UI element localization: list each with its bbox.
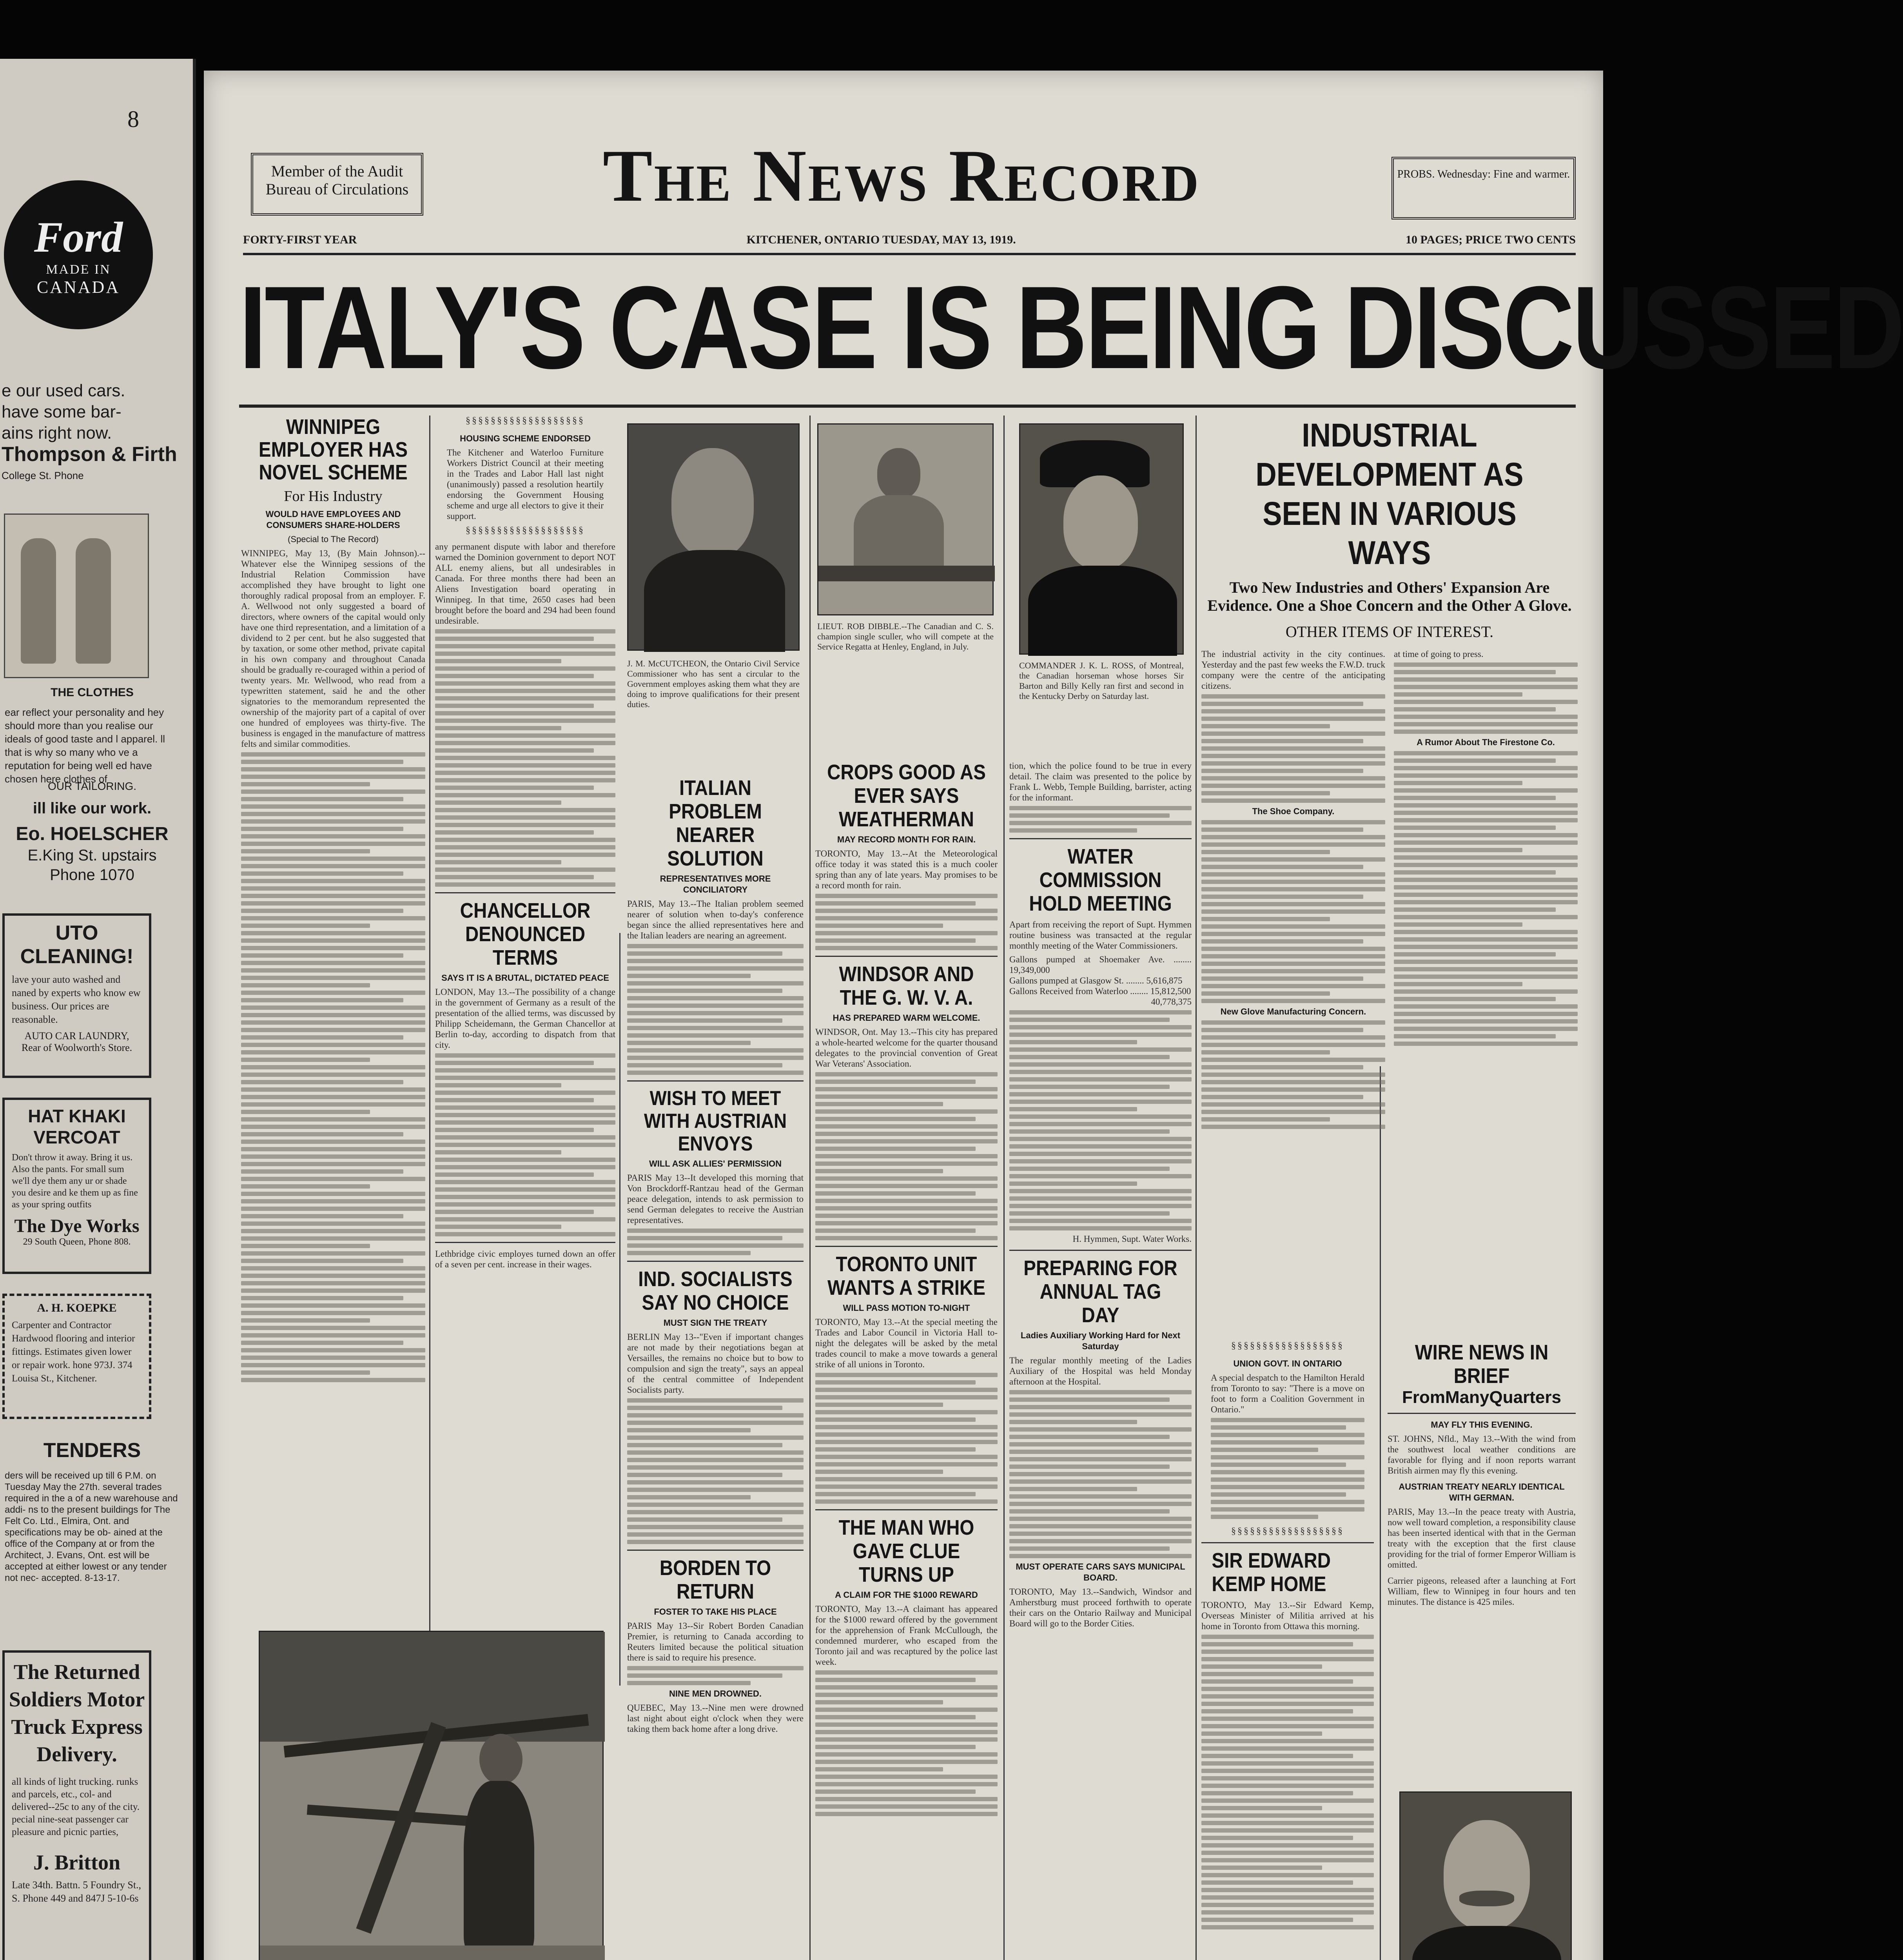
ad-line: ains right now. bbox=[2, 423, 112, 443]
rumor-head: A Rumor About The Firestone Co. bbox=[1417, 737, 1555, 747]
khaki-title: HAT KHAKI VERCOAT bbox=[28, 1106, 126, 1147]
ford-logo bbox=[4, 180, 153, 329]
subdeck-austrian: WILL ASK ALLIES' PERMISSION bbox=[649, 1159, 782, 1169]
water-waterloo: Gallons Received from Waterloo ........ 15,812,500 bbox=[1009, 986, 1191, 996]
dateline-bar bbox=[243, 233, 1576, 255]
khaki-copy: Don't throw it away. Bring it us. Also the pants. For small sum we'll dye them any ur or shade you desire and ke them up as fine as your spring outfits bbox=[12, 1152, 138, 1210]
column-6 bbox=[1201, 416, 1578, 1132]
ad-firm: Thompson & Firth bbox=[2, 443, 177, 466]
column-rule bbox=[1380, 1066, 1381, 1960]
union-govt-section bbox=[1201, 1341, 1374, 1933]
koepke-ad bbox=[2, 1294, 151, 1419]
headline-wire-news: WIRE NEWS IN BRIEF bbox=[1415, 1341, 1549, 1388]
headline-tag-day: PREPARING FOR ANNUAL TAG DAY bbox=[1023, 1256, 1177, 1327]
weather-box: PROBS. Wednesday: Fine and warmer. bbox=[1391, 157, 1576, 220]
water-glasgow: Gallons pumped at Glasgow St. ........ 5,616,875 bbox=[1009, 976, 1183, 985]
headline-winnipeg: WINNIPEG EMPLOYER HAS NOVEL SCHEME bbox=[258, 415, 408, 484]
story-winnipeg-continued bbox=[241, 752, 425, 1382]
story-clue: TORONTO, May 13.--A claimant has appeared for the $1000 reward offered by the government for the apprehension of Frank McCullough, the condemned murderer, who escaped from the Toronto jail and was recaptured by the police last week. bbox=[815, 1604, 998, 1667]
byline-winnipeg: (Special to The Record) bbox=[288, 534, 379, 544]
union-title: UNION GOVT. IN ONTARIO bbox=[1233, 1359, 1342, 1368]
subdeck-toronto-unit: WILL PASS MOTION TO-NIGHT bbox=[843, 1303, 970, 1313]
caption-ross: COMMANDER J. K. L. ROSS, of Montreal, the Canadian horseman whose horses Sir Barton and Billy Kelly ran first and second in the Kentucky Derby on Saturday last. bbox=[1019, 661, 1184, 701]
story-kemp: TORONTO, May 13.--Sir Edward Kemp, Overseas Minister of Militia arrived at his home in Toronto from Ottawa this morning. bbox=[1201, 1600, 1374, 1631]
story-water-continued bbox=[1009, 1010, 1192, 1230]
wire-item1-head: MAY FLY THIS EVENING. bbox=[1431, 1420, 1533, 1430]
story-socialists: BERLIN May 13--"Even if important changes are not made by their negotiations began at Versailles, the remains no choice but to bow to compulsion and sign the treaty", says an appeal of the central committee of Independent Socialists party. bbox=[627, 1332, 804, 1395]
subdeck-borden: FOSTER TO TAKE HIS PLACE bbox=[654, 1607, 777, 1617]
hoelscher-address: E.King St. upstairs bbox=[27, 847, 157, 864]
wire-item2-head: AUSTRIAN TREATY NEARLY IDENTICAL WITH GERMAN. bbox=[1399, 1482, 1565, 1503]
dye-works: The Dye Works bbox=[14, 1216, 140, 1236]
tenders-copy: ders will be received up till 6 P.M. on Tuesday May the 27th. several trades required in the a of a new warehouse and addi- ns to the present buildings for The Felt Co. Ltd., Elmira, Ont. and specifications may be ob- ained at the office of the Company at or from the Architect, J. Evans, Ont. est will be accepted at either lowest or any tender not nec- accepted. 8-13-17. bbox=[5, 1470, 178, 1583]
lethbridge-item: Lethbridge civic employes turned down an offer of a seven per cent. increase in their wages. bbox=[435, 1249, 615, 1269]
housing-body: The Kitchener and Waterloo Furniture Workers District Council at their meeting in the Trades and Labor Hall last night (unanimously) passed a resolution heartily endorsing the Government Housing scheme and urge all electors to give it their support. bbox=[447, 448, 604, 521]
headline-kemp: SIR EDWARD KEMP HOME bbox=[1212, 1549, 1331, 1596]
photo-hawker-plane bbox=[259, 1631, 604, 1960]
story-italian: PARIS, May 13.--The Italian problem seemed nearer of solution when to-day's conference began since the allied representatives here and the Italian leaders are nearing an agreement. bbox=[627, 899, 804, 940]
headline-clue: THE MAN WHO GAVE CLUE TURNS UP bbox=[838, 1516, 974, 1586]
housing-title: HOUSING SCHEME ENDORSED bbox=[460, 434, 591, 443]
newspaper-nameplate: The News Record bbox=[602, 135, 1201, 217]
headline-crops: CROPS GOOD AS EVER SAYS WEATHERMAN bbox=[827, 760, 986, 831]
story-crops-continued bbox=[815, 894, 998, 950]
previous-page-sliver bbox=[0, 59, 196, 1960]
ad-address: College St. Phone bbox=[2, 470, 84, 481]
story-nine-men: QUEBEC, May 13.--Nine men were drowned last night about eight o'clock when they were taking them back home after a long drive. bbox=[627, 1703, 804, 1734]
auto-laundry: AUTO CAR LAUNDRY, bbox=[24, 1030, 129, 1042]
headline-rule bbox=[239, 405, 1576, 408]
story-winnipeg: WINNIPEG, May 13, (By Main Johnson).--Whatever else the Winnipeg sessions of the Industrial Relation Commission have accomplished they have brought to light one thoroughly radical proposal from an employer. F. A. Wellwood not only suggested a board of directors, where owners of the capital would only have one third representation, and a limitation of a dividend to 2 per cent. but he also suggested that by taxation, or some other method, private capital in his own company and throughout Canada should be gradually re-couraged within a period of twenty years. Mr. Wellwood, who read from a typewritten statement, said he and the other signatories to the memorandum represented the ownership of the majority part of a capital of over one hundred of employees was thirty-five. The business is engaged in the manufacture of mattress felts and similar commodities. bbox=[241, 548, 425, 749]
column-3 bbox=[627, 776, 804, 1734]
subhead-wire-news: FromManyQuarters bbox=[1402, 1388, 1561, 1407]
subdeck-tag-day: Ladies Auxiliary Working Hard for Next Saturday bbox=[1020, 1330, 1181, 1351]
water-total: 40,778,375 bbox=[1151, 997, 1192, 1007]
glove-company-head: New Glove Manufacturing Concern. bbox=[1220, 1007, 1366, 1016]
column-1 bbox=[241, 416, 425, 1385]
caption-dibble: LIEUT. ROB DIBBLE.--The Canadian and C. S. champion single sculler, who will compete at the Service Regatta at Henley, England, in July. bbox=[817, 621, 994, 652]
koepke-copy: Carpenter and Contractor Hardwood flooring and interior fittings. Estimates given lower or repair work. hone 973J. 374 Louisa St., Kitchener. bbox=[12, 1320, 135, 1384]
headline-chancellor: CHANCELLOR DENOUNCED TERMS bbox=[460, 899, 591, 969]
year-label: FORTY-FIRST YEAR bbox=[243, 233, 357, 246]
headline-windsor: WINDSOR AND THE G. W. V. A. bbox=[839, 962, 974, 1009]
column-rule bbox=[429, 416, 430, 1635]
subdeck-crops: MAY RECORD MONTH FOR RAIN. bbox=[837, 835, 976, 844]
union-body: A special despatch to the Hamilton Herald from Toronto to say: "There is a move on foot to form a Coalition Government in Ontario." bbox=[1211, 1373, 1364, 1414]
audit-bureau-box: Member of the Audit Bureau of Circulations bbox=[251, 153, 423, 216]
dye-address: 29 South Queen, Phone 808. bbox=[23, 1237, 131, 1247]
column-4 bbox=[815, 760, 998, 1819]
column-7 bbox=[1388, 1341, 1576, 1607]
story-water: Apart from receiving the report of Supt. Hymmen routine business was transacted at the regular monthly meeting of the Water Commissioners. bbox=[1009, 920, 1192, 951]
shoe-company-head: The Shoe Company. bbox=[1252, 806, 1335, 816]
subdeck-clue: A CLAIM FOR THE $1000 REWARD bbox=[835, 1590, 978, 1600]
khaki-overcoat-ad bbox=[2, 1098, 151, 1274]
clothes-label: THE CLOTHES bbox=[51, 686, 134, 699]
story-toronto-unit-continued bbox=[815, 1373, 998, 1504]
story-clue-end: tion, which the police found to be true in every detail. The claim was presented to the police by Frank L. Webb, Temple Building, barrister, acting for the informant. bbox=[1009, 761, 1192, 802]
story-chancellor: LONDON, May 13.--The possibility of a change in the government of Germany as a result of the presentation of the allied terms, was discussed by Philipp Scheidemann, the German Chancellor at Berlin to-day, according to dispatch from that city. bbox=[435, 987, 615, 1050]
auto-title: UTO CLEANING! bbox=[20, 922, 134, 968]
britton-name: J. Britton bbox=[33, 1851, 120, 1874]
story-must-operate: TORONTO, May 13.--Sandwich, Windsor and Amherstburg must proceed forthwith to operate their cars on the Ontario Railway and Municipal Board will go to the Border Cities. bbox=[1009, 1587, 1192, 1628]
subdeck-winnipeg: WOULD HAVE EMPLOYEES AND CONSUMERS SHARE-HOLDERS bbox=[265, 509, 401, 530]
auto-address: Rear of Woolworth's Store. bbox=[21, 1042, 132, 1053]
returned-copy: all kinds of light trucking. runks and parcels, etc., col- and delivered--25c to any of the city. pecial nine-seat passenger car pleasure and picnic parties, bbox=[12, 1777, 140, 1837]
deck-winnipeg: For His Industry bbox=[284, 488, 383, 505]
story-windsor-continued bbox=[815, 1072, 998, 1240]
will-like-line: ill like our work. bbox=[33, 800, 152, 817]
column-2 bbox=[435, 416, 615, 1270]
price-label: 10 PAGES; PRICE TWO CENTS bbox=[1406, 233, 1576, 246]
photo-mcdonald bbox=[1399, 1791, 1572, 1960]
subdeck-nine-men: NINE MEN DROWNED. bbox=[669, 1689, 762, 1699]
britton-copy: Late 34th. Battn. 5 Foundry St., S. Phone 449 and 847J 5-10-6s bbox=[12, 1879, 142, 1904]
subdeck-chancellor: SAYS IT IS A BRUTAL, DICTATED PEACE bbox=[441, 973, 609, 983]
column-rule bbox=[1195, 416, 1197, 1960]
headline-industrial: INDUSTRIAL DEVELOPMENT AS SEEN IN VARIOUS WAYS bbox=[1255, 417, 1524, 571]
ad-line: e our used cars. bbox=[2, 381, 125, 400]
wire-item1: ST. JOHNS, Nfld., May 13.--With the wind from the southwest local weather conditions are favorable for flying and if noon reports warrant British airmen may fly this evening. bbox=[1388, 1434, 1576, 1475]
box-border-stars: §§§§§§§§§§§§§§§§§§ bbox=[1231, 1341, 1344, 1351]
photo-mccutcheon bbox=[627, 423, 800, 651]
headline-socialists: IND. SOCIALISTS SAY NO CHOICE bbox=[638, 1267, 793, 1314]
main-headline: ITALY'S CASE IS BEING DISCUSSED bbox=[239, 261, 1903, 393]
tailoring-label: OUR TAILORING. bbox=[47, 780, 137, 792]
subdeck-socialists: MUST SIGN THE TREATY bbox=[663, 1318, 767, 1328]
story-kemp-continued bbox=[1201, 1635, 1374, 1929]
clothes-illustration bbox=[4, 514, 149, 678]
tenders-title: TENDERS bbox=[43, 1439, 141, 1462]
photo-ross bbox=[1019, 423, 1184, 655]
story-industrial: The industrial activity in the city continues. Yesterday and the past few weeks the F.W.D. truck company were the centre of the anticipating citizens. bbox=[1201, 649, 1385, 691]
auto-copy: lave your auto washed and naned by experts who know ew business. Our prices are reasonable. bbox=[12, 974, 141, 1025]
ford-made-in: MADE IN bbox=[46, 262, 111, 277]
column-rule bbox=[809, 416, 811, 1960]
photo-dibble bbox=[817, 423, 994, 615]
front-page bbox=[204, 71, 1903, 1960]
headline-toronto-unit: TORONTO UNIT WANTS A STRIKE bbox=[827, 1252, 986, 1299]
water-signed: H. Hymmen, Supt. Water Works. bbox=[1072, 1234, 1192, 1244]
subdeck-windsor: HAS PREPARED WARM WELCOME. bbox=[833, 1013, 980, 1023]
headline-italian: ITALIAN PROBLEM NEARER SOLUTION bbox=[667, 776, 764, 870]
column-rule bbox=[619, 933, 620, 1686]
water-shoemaker: Gallons pumped at Shoemaker Ave. ........ 19,349,000 bbox=[1009, 955, 1192, 975]
story-socialists-continued bbox=[627, 1398, 804, 1544]
date-label: KITCHENER, ONTARIO TUESDAY, MAY 13, 1919. bbox=[746, 233, 1016, 246]
subdeck-industrial: OTHER ITEMS OF INTEREST. bbox=[1285, 623, 1494, 641]
ford-brand: Ford bbox=[34, 213, 123, 261]
ford-country: CANADA bbox=[36, 278, 120, 297]
box-border-stars: §§§§§§§§§§§§§§§§§§§ bbox=[466, 525, 585, 535]
story-toronto-unit: TORONTO, May 13.--At the special meeting the Trades and Labor Council in Victoria Hall to-night the delegates will be asked by the metal trades council to make a move towards a general strike of all unions in Toronto. bbox=[815, 1317, 998, 1369]
page-number: 8 bbox=[127, 106, 139, 132]
headline-water: WATER COMMISSION HOLD MEETING bbox=[1029, 845, 1172, 915]
column-5 bbox=[1009, 760, 1192, 1629]
caption-mccutcheon: J. M. McCUTCHEON, the Ontario Civil Service Commissioner who has sent a circular to the Government employes asking them what they are doing to improve qualifications for their present duties. bbox=[627, 659, 800, 709]
story-chancellor-continued bbox=[435, 1053, 615, 1236]
headline-borden: BORDEN TO RETURN bbox=[659, 1556, 771, 1603]
story-crops: TORONTO, May 13.--At the Meteorological office today it was stated this is a much cooler spring than any of late years. May promises to be a record month for rain. bbox=[815, 849, 998, 890]
story-tag-day: The regular monthly meeting of the Ladies Auxiliary of the Hospital was held Monday afternoon at the Hospital. bbox=[1009, 1356, 1192, 1387]
koepke-name: A. H. KOEPKE bbox=[37, 1301, 117, 1314]
box-border-stars: §§§§§§§§§§§§§§§§§§§ bbox=[466, 416, 585, 426]
continued-press: at time of going to press. bbox=[1394, 649, 1484, 659]
story-tag-day-continued bbox=[1009, 1390, 1192, 1558]
story-borden: PARIS May 13--Sir Robert Borden Canadian Premier, is returning to Canada according to Reuters limited because the political situation there is said to require his presence. bbox=[627, 1621, 804, 1662]
wire-item2: PARIS, May 13.--In the peace treaty with Austria, now well toward completion, a responsibility clause has been inserted identical with that in the German treaty with the exception that the first clause providing for the trial of former Emperor William is omitted. bbox=[1388, 1507, 1576, 1570]
ford-ad-copy bbox=[0, 380, 184, 486]
story-windsor: WINDSOR, Ont. May 13.--This city has prepared a whole-hearted welcome for the quarter thousand delegates to the provincial convention of Great War Veterans' Association. bbox=[815, 1027, 998, 1069]
industrial-right bbox=[1394, 649, 1578, 1132]
box-border-stars: §§§§§§§§§§§§§§§§§§ bbox=[1231, 1526, 1344, 1536]
wire-item3: Carrier pigeons, released after a launching at Fort William, flew to Winnipeg in four hours and ten minutes. The distance is 425 miles. bbox=[1388, 1576, 1576, 1607]
ad-line: have some bar- bbox=[2, 402, 122, 421]
story-aliens: any permanent dispute with labor and therefore warned the Dominion government to deport NOT ALL enemy aliens, but all undesirables in Canada. For three months there had been an Aliens Investigation board operating in Winnipeg. In that time, 2650 cases had been brought before the board and 294 had been found undesirable. bbox=[435, 542, 615, 626]
industrial-left bbox=[1201, 649, 1385, 1132]
housing-scheme-box bbox=[435, 426, 615, 525]
subdeck-must-operate: MUST OPERATE CARS SAYS MUNICIPAL BOARD. bbox=[1016, 1562, 1185, 1583]
hoelscher-name: Eo. HOELSCHER bbox=[16, 824, 169, 844]
story-austrian-continued bbox=[627, 1229, 804, 1255]
column-rule bbox=[1003, 416, 1005, 1960]
headline-austrian: WISH TO MEET WITH AUSTRIAN ENVOYS bbox=[644, 1087, 787, 1155]
story-clue-continued bbox=[815, 1670, 998, 1816]
clothes-copy: ear reflect your personality and hey should more than you realise our ideals of good taste and l apparel. ll that is why so many who ve a reputation for being well ed have chosen here clothes of bbox=[5, 706, 165, 785]
auto-cleaning-ad bbox=[2, 913, 151, 1078]
story-austrian: PARIS May 13--It developed this morning that Von Brockdorff-Rantzau head of the German peace delegation, intends to ask permission to send German delegates to receive the Austrian representatives. bbox=[627, 1173, 804, 1225]
hoelscher-phone: Phone 1070 bbox=[50, 866, 134, 884]
story-aliens-continued bbox=[435, 629, 615, 887]
subdeck-italian: REPRESENTATIVES MORE CONCILIATORY bbox=[660, 874, 771, 895]
returned-soldiers-ad bbox=[2, 1650, 151, 1960]
deck-industrial: Two New Industries and Others' Expansion Are Evidence. One a Shoe Concern and the Other A Glove. bbox=[1207, 579, 1572, 614]
story-italian-continued bbox=[627, 944, 804, 1075]
returned-title: The Returned Soldiers Motor Truck Express Delivery. bbox=[9, 1660, 145, 1766]
